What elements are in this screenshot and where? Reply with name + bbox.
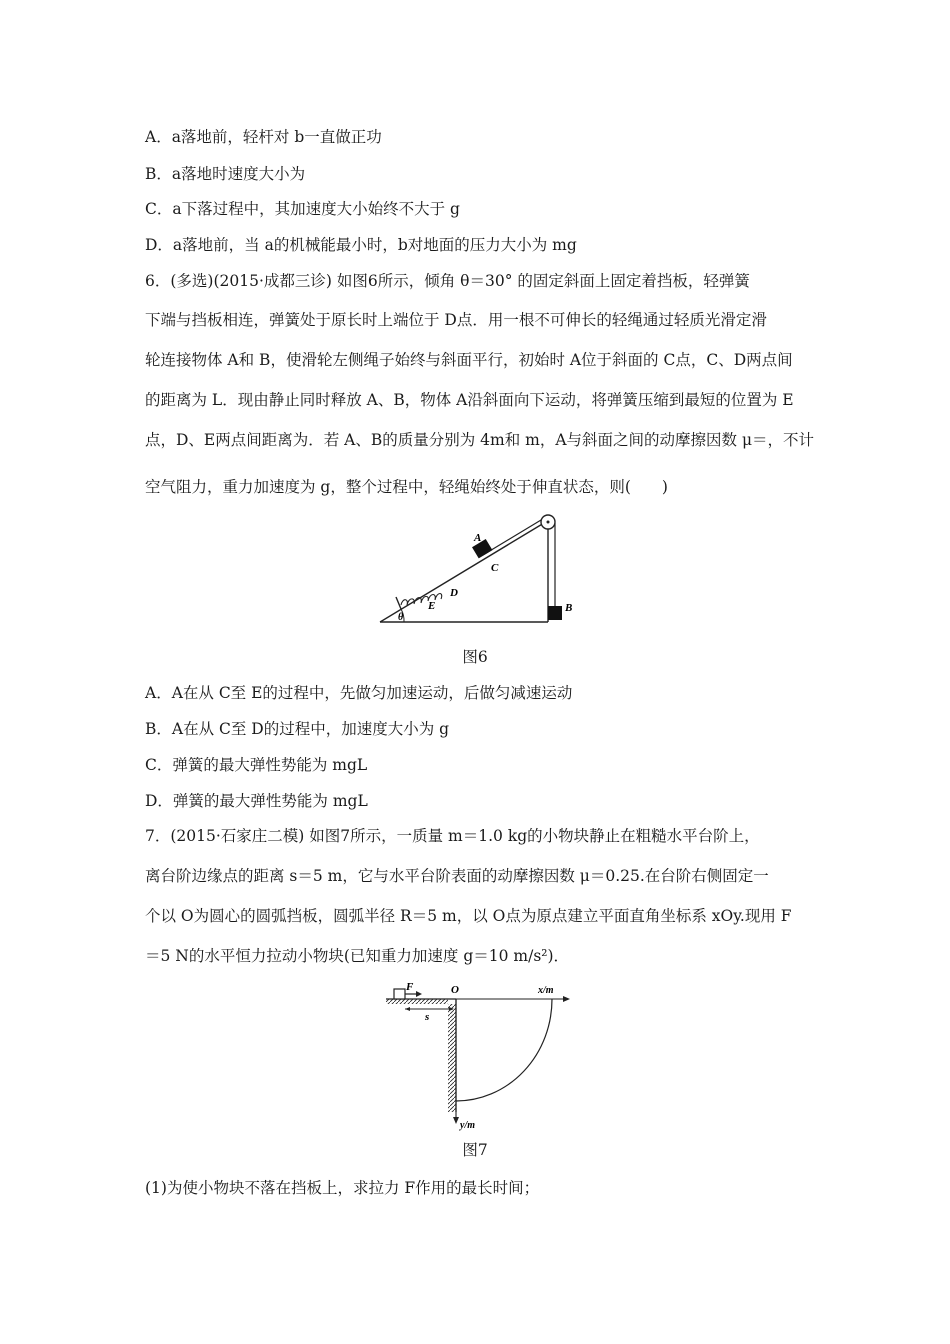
- q6-option-c: C．弹簧的最大弹性势能为 mgL: [145, 756, 368, 774]
- block-b: [548, 606, 562, 620]
- label-e: E: [428, 600, 436, 612]
- label-theta: θ: [398, 612, 404, 623]
- q6-stem-line-2: 下端与挡板相连，弹簧处于原长时上端位于 D点．用一根不可伸长的轻绳通过轻质光滑定滑: [145, 311, 767, 329]
- q5-option-c: C．a下落过程中，其加速度大小始终不大于 g: [145, 200, 460, 218]
- q7-stem-line-2: 离台阶边缘点的距离 s＝5 m，它与水平台阶表面的动摩擦因数 μ＝0.25.在台阶右侧固定一: [145, 867, 769, 885]
- q5-option-b: B．a落地时速度大小为: [145, 165, 306, 183]
- small-block: [394, 989, 405, 999]
- label-s: s: [425, 1011, 430, 1023]
- label-y-axis: y/m: [460, 1120, 475, 1131]
- figure-6-incline-diagram: [370, 505, 590, 630]
- q6-stem-line-6: 空气阻力，重力加速度为 g，整个过程中，轻绳始终处于伸直状态，则( ): [145, 478, 668, 496]
- figure-7-caption: 图7: [462, 1141, 488, 1159]
- q6-option-d: D．弹簧的最大弹性势能为 mgL: [145, 792, 368, 810]
- label-o: O: [451, 984, 459, 996]
- q7-stem-line-4: ＝5 N的水平恒力拉动小物块(已知重力加速度 g＝10 m/s²)．: [145, 947, 570, 965]
- label-d: D: [450, 587, 458, 599]
- q7-stem-line-3: 个以 O为圆心的圆弧挡板，圆弧半径 R＝5 m，以 O点为原点建立平面直角坐标系 xOy.现用 F: [145, 907, 792, 925]
- label-f: F: [406, 982, 414, 993]
- q7-sub-question-1: (1)为使小物块不落在挡板上，求拉力 F作用的最长时间；: [145, 1179, 540, 1197]
- q5-option-a: A．a落地前，轻杆对 b一直做正功: [145, 128, 382, 146]
- label-c: C: [491, 562, 499, 574]
- q6-stem-line-5: 点，D、E两点间距离为．若 A、B的质量分别为 4m和 m，A与斜面之间的动摩擦因数 μ＝，不计: [145, 431, 815, 449]
- label-a: A: [474, 532, 482, 544]
- q5-option-d: D．a落地前，当 a的机械能最小时，b对地面的压力大小为 mg: [145, 236, 577, 254]
- q6-option-a: A．A在从 C至 E的过程中，先做匀加速运动，后做匀减速运动: [145, 684, 573, 702]
- label-b: B: [565, 602, 573, 614]
- q6-stem-line-3: 轮连接物体 A和 B，使滑轮左侧绳子始终与斜面平行，初始时 A位于斜面的 C点，C、D两点间: [145, 351, 793, 369]
- figure-7-arc-diagram: [378, 982, 578, 1132]
- spring-icon: [401, 594, 442, 606]
- q6-option-b: B．A在从 C至 D的过程中，加速度大小为 g: [145, 720, 450, 738]
- q6-stem-line-4: 的距离为 L．现由静止同时释放 A、B，物体 A沿斜面向下运动，将弹簧压缩到最短的位置为 E: [145, 391, 794, 409]
- q7-stem-line-1: 7．(2015·石家庄二模) 如图7所示，一质量 m＝1.0 kg的小物块静止在粗糙水平台阶上，: [145, 827, 760, 845]
- figure-6-caption: 图6: [462, 648, 488, 666]
- arc-barrier: [456, 999, 552, 1101]
- label-x-axis: x/m: [538, 985, 554, 996]
- q6-stem-line-1: 6．(多选)(2015·成都三诊) 如图6所示，倾角 θ＝30° 的固定斜面上固定着挡板，轻弹簧: [145, 272, 750, 290]
